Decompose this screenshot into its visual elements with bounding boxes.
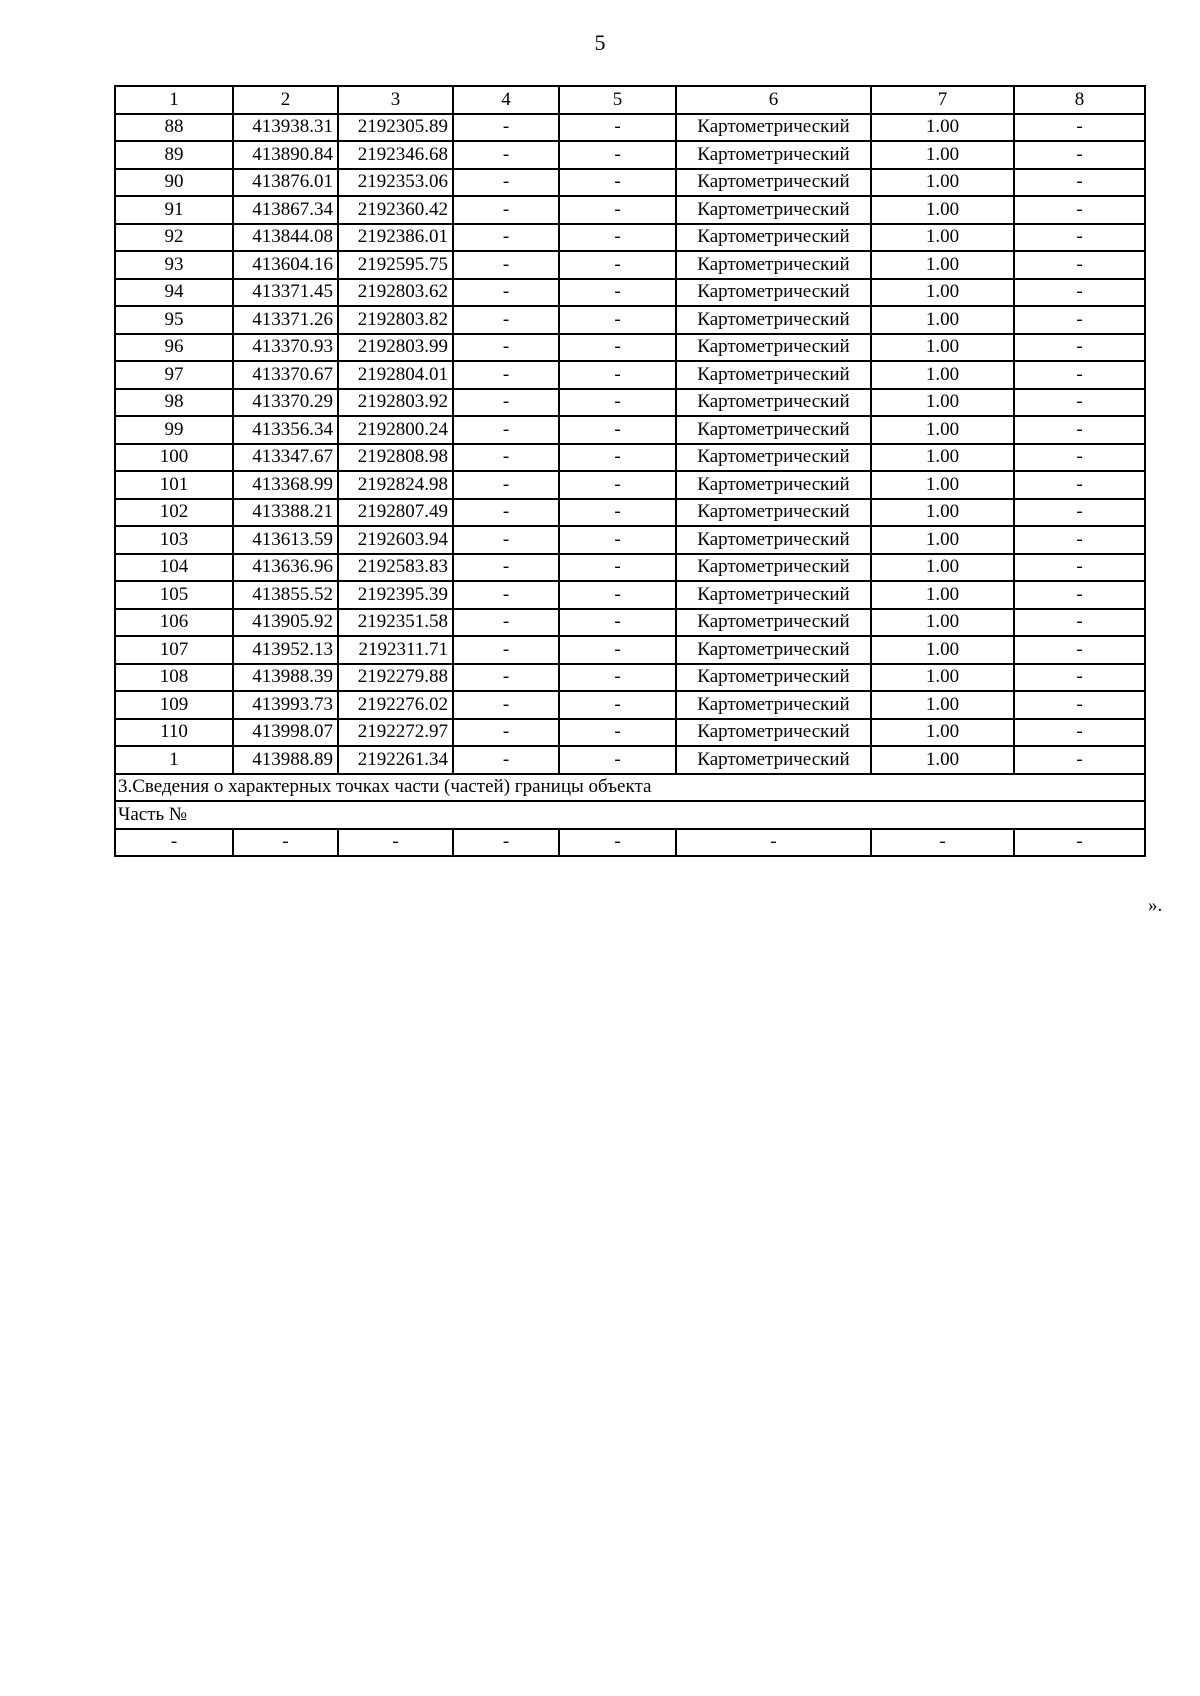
accuracy-cell: 1.00 [871,636,1014,664]
col5-cell: - [559,114,676,142]
accuracy-cell: 1.00 [871,471,1014,499]
col5-cell: - [559,719,676,747]
col4-cell: - [453,609,559,637]
method-cell: Картометрический [676,224,871,252]
header-cell: 3 [338,86,453,114]
col8-cell: - [1014,169,1145,197]
y-coordinate-cell: 2192305.89 [338,114,453,142]
col4-cell: - [453,334,559,362]
point-number-cell: 1 [115,746,233,774]
col8-cell: - [1014,114,1145,142]
y-coordinate-cell: 2192595.75 [338,251,453,279]
col5-cell: - [559,251,676,279]
col8-cell: - [1014,499,1145,527]
table-cell: - [559,829,676,857]
x-coordinate-cell: 413388.21 [233,499,338,527]
x-coordinate-cell: 413988.89 [233,746,338,774]
method-cell: Картометрический [676,279,871,307]
col4-cell: - [453,499,559,527]
x-coordinate-cell: 413371.45 [233,279,338,307]
header-cell: 5 [559,86,676,114]
accuracy-cell: 1.00 [871,609,1014,637]
method-cell: Картометрический [676,416,871,444]
col8-cell: - [1014,581,1145,609]
table-cell: - [115,829,233,857]
method-cell: Картометрический [676,251,871,279]
point-number-cell: 90 [115,169,233,197]
method-cell: Картометрический [676,664,871,692]
point-number-cell: 89 [115,141,233,169]
point-number-cell: 96 [115,334,233,362]
table-cell: - [676,829,871,857]
col8-cell: - [1014,636,1145,664]
x-coordinate-cell: 413844.08 [233,224,338,252]
accuracy-cell: 1.00 [871,279,1014,307]
col4-cell: - [453,169,559,197]
accuracy-cell: 1.00 [871,499,1014,527]
table-row [115,416,1145,444]
point-number-cell: 88 [115,114,233,142]
accuracy-cell: 1.00 [871,444,1014,472]
accuracy-cell: 1.00 [871,664,1014,692]
page-number: 5 [594,30,606,55]
table-row [115,499,1145,527]
col4-cell: - [453,471,559,499]
accuracy-cell: 1.00 [871,389,1014,417]
table-cell: - [453,829,559,857]
col4-cell: - [453,746,559,774]
col4-cell: - [453,554,559,582]
accuracy-cell: 1.00 [871,334,1014,362]
x-coordinate-cell: 413952.13 [233,636,338,664]
col4-cell: - [453,196,559,224]
point-number-cell: 106 [115,609,233,637]
y-coordinate-cell: 2192346.68 [338,141,453,169]
x-coordinate-cell: 413368.99 [233,471,338,499]
col5-cell: - [559,664,676,692]
method-cell: Картометрический [676,471,871,499]
method-cell: Картометрический [676,636,871,664]
y-coordinate-cell: 2192803.62 [338,279,453,307]
x-coordinate-cell: 413604.16 [233,251,338,279]
y-coordinate-cell: 2192353.06 [338,169,453,197]
col5-cell: - [559,334,676,362]
col8-cell: - [1014,141,1145,169]
col8-cell: - [1014,306,1145,334]
x-coordinate-cell: 413988.39 [233,664,338,692]
boundary-points-table [114,85,1146,857]
col8-cell: - [1014,196,1145,224]
header-cell: 2 [233,86,338,114]
table-row [115,691,1145,719]
x-coordinate-cell: 413370.29 [233,389,338,417]
col4-cell: - [453,389,559,417]
col8-cell: - [1014,746,1145,774]
col4-cell: - [453,306,559,334]
x-coordinate-cell: 413613.59 [233,526,338,554]
x-coordinate-cell: 413370.93 [233,334,338,362]
col5-cell: - [559,691,676,719]
y-coordinate-cell: 2192803.92 [338,389,453,417]
col8-cell: - [1014,224,1145,252]
col8-cell: - [1014,471,1145,499]
col4-cell: - [453,444,559,472]
x-coordinate-cell: 413636.96 [233,554,338,582]
table-row [115,526,1145,554]
table-row [115,581,1145,609]
col4-cell: - [453,636,559,664]
y-coordinate-cell: 2192272.97 [338,719,453,747]
section-title-row [115,774,1145,802]
accuracy-cell: 1.00 [871,746,1014,774]
accuracy-cell: 1.00 [871,141,1014,169]
table-row [115,554,1145,582]
table-row [115,664,1145,692]
col5-cell: - [559,169,676,197]
method-cell: Картометрический [676,609,871,637]
method-cell: Картометрический [676,334,871,362]
col5-cell: - [559,361,676,389]
col4-cell: - [453,141,559,169]
empty-part-row [115,829,1145,857]
col5-cell: - [559,196,676,224]
point-number-cell: 99 [115,416,233,444]
accuracy-cell: 1.00 [871,251,1014,279]
table-row [115,636,1145,664]
header-cell: 8 [1014,86,1145,114]
col5-cell: - [559,499,676,527]
table-row [115,361,1145,389]
part-label: Часть № [115,801,1145,829]
method-cell: Картометрический [676,554,871,582]
point-number-cell: 92 [115,224,233,252]
point-number-cell: 98 [115,389,233,417]
col5-cell: - [559,581,676,609]
col8-cell: - [1014,664,1145,692]
x-coordinate-cell: 413867.34 [233,196,338,224]
method-cell: Картометрический [676,444,871,472]
x-coordinate-cell: 413993.73 [233,691,338,719]
table-row [115,251,1145,279]
y-coordinate-cell: 2192351.58 [338,609,453,637]
y-coordinate-cell: 2192824.98 [338,471,453,499]
table-row [115,141,1145,169]
method-cell: Картометрический [676,361,871,389]
table-cell: - [871,829,1014,857]
y-coordinate-cell: 2192603.94 [338,526,453,554]
method-cell: Картометрический [676,526,871,554]
col8-cell: - [1014,719,1145,747]
header-cell: 1 [115,86,233,114]
method-cell: Картометрический [676,141,871,169]
col8-cell: - [1014,554,1145,582]
col4-cell: - [453,691,559,719]
table-row [115,114,1145,142]
col8-cell: - [1014,389,1145,417]
y-coordinate-cell: 2192261.34 [338,746,453,774]
point-number-cell: 95 [115,306,233,334]
x-coordinate-cell: 413356.34 [233,416,338,444]
point-number-cell: 109 [115,691,233,719]
col5-cell: - [559,279,676,307]
table-cell: - [338,829,453,857]
section-title: 3.Сведения о характерных точках части (частей) границы объекта [115,774,1145,802]
col8-cell: - [1014,334,1145,362]
col4-cell: - [453,526,559,554]
col5-cell: - [559,306,676,334]
point-number-cell: 103 [115,526,233,554]
table-row [115,719,1145,747]
accuracy-cell: 1.00 [871,554,1014,582]
table-row [115,444,1145,472]
accuracy-cell: 1.00 [871,169,1014,197]
method-cell: Картометрический [676,746,871,774]
point-number-cell: 102 [115,499,233,527]
x-coordinate-cell: 413905.92 [233,609,338,637]
col8-cell: - [1014,526,1145,554]
closing-quote-mark: ». [1148,895,1163,916]
point-number-cell: 101 [115,471,233,499]
point-number-cell: 91 [115,196,233,224]
col5-cell: - [559,141,676,169]
y-coordinate-cell: 2192386.01 [338,224,453,252]
point-number-cell: 94 [115,279,233,307]
method-cell: Картометрический [676,389,871,417]
table-row [115,609,1145,637]
col8-cell: - [1014,251,1145,279]
table-cell: - [233,829,338,857]
table-row [115,471,1145,499]
method-cell: Картометрический [676,169,871,197]
col8-cell: - [1014,444,1145,472]
y-coordinate-cell: 2192279.88 [338,664,453,692]
x-coordinate-cell: 413370.67 [233,361,338,389]
x-coordinate-cell: 413855.52 [233,581,338,609]
method-cell: Картометрический [676,196,871,224]
point-number-cell: 100 [115,444,233,472]
col5-cell: - [559,526,676,554]
accuracy-cell: 1.00 [871,526,1014,554]
accuracy-cell: 1.00 [871,719,1014,747]
accuracy-cell: 1.00 [871,691,1014,719]
point-number-cell: 93 [115,251,233,279]
accuracy-cell: 1.00 [871,361,1014,389]
col8-cell: - [1014,416,1145,444]
y-coordinate-cell: 2192800.24 [338,416,453,444]
method-cell: Картометрический [676,581,871,609]
y-coordinate-cell: 2192583.83 [338,554,453,582]
point-number-cell: 110 [115,719,233,747]
col5-cell: - [559,636,676,664]
x-coordinate-cell: 413998.07 [233,719,338,747]
table-row [115,389,1145,417]
col4-cell: - [453,719,559,747]
y-coordinate-cell: 2192395.39 [338,581,453,609]
y-coordinate-cell: 2192803.82 [338,306,453,334]
accuracy-cell: 1.00 [871,581,1014,609]
table-row [115,224,1145,252]
col4-cell: - [453,114,559,142]
x-coordinate-cell: 413371.26 [233,306,338,334]
col8-cell: - [1014,361,1145,389]
col4-cell: - [453,279,559,307]
col5-cell: - [559,444,676,472]
accuracy-cell: 1.00 [871,114,1014,142]
x-coordinate-cell: 413347.67 [233,444,338,472]
col8-cell: - [1014,609,1145,637]
y-coordinate-cell: 2192803.99 [338,334,453,362]
point-number-cell: 107 [115,636,233,664]
table-row [115,279,1145,307]
method-cell: Картометрический [676,719,871,747]
accuracy-cell: 1.00 [871,416,1014,444]
accuracy-cell: 1.00 [871,306,1014,334]
col4-cell: - [453,664,559,692]
col5-cell: - [559,224,676,252]
y-coordinate-cell: 2192311.71 [338,636,453,664]
y-coordinate-cell: 2192276.02 [338,691,453,719]
col4-cell: - [453,416,559,444]
col5-cell: - [559,471,676,499]
table-cell: - [1014,829,1145,857]
col4-cell: - [453,581,559,609]
x-coordinate-cell: 413876.01 [233,169,338,197]
method-cell: Картометрический [676,691,871,719]
col8-cell: - [1014,279,1145,307]
col5-cell: - [559,416,676,444]
col4-cell: - [453,251,559,279]
x-coordinate-cell: 413938.31 [233,114,338,142]
col5-cell: - [559,389,676,417]
method-cell: Картометрический [676,114,871,142]
col4-cell: - [453,224,559,252]
col5-cell: - [559,609,676,637]
part-label-row [115,801,1145,829]
table-row [115,306,1145,334]
col5-cell: - [559,746,676,774]
accuracy-cell: 1.00 [871,224,1014,252]
table-row [115,169,1145,197]
y-coordinate-cell: 2192808.98 [338,444,453,472]
header-cell: 4 [453,86,559,114]
table-row [115,334,1145,362]
table-header-row [115,86,1145,114]
y-coordinate-cell: 2192807.49 [338,499,453,527]
point-number-cell: 104 [115,554,233,582]
point-number-cell: 97 [115,361,233,389]
y-coordinate-cell: 2192804.01 [338,361,453,389]
col5-cell: - [559,554,676,582]
point-number-cell: 108 [115,664,233,692]
header-cell: 6 [676,86,871,114]
table-row [115,746,1145,774]
accuracy-cell: 1.00 [871,196,1014,224]
x-coordinate-cell: 413890.84 [233,141,338,169]
table-row [115,196,1145,224]
method-cell: Картометрический [676,306,871,334]
col4-cell: - [453,361,559,389]
header-cell: 7 [871,86,1014,114]
y-coordinate-cell: 2192360.42 [338,196,453,224]
method-cell: Картометрический [676,499,871,527]
point-number-cell: 105 [115,581,233,609]
col8-cell: - [1014,691,1145,719]
